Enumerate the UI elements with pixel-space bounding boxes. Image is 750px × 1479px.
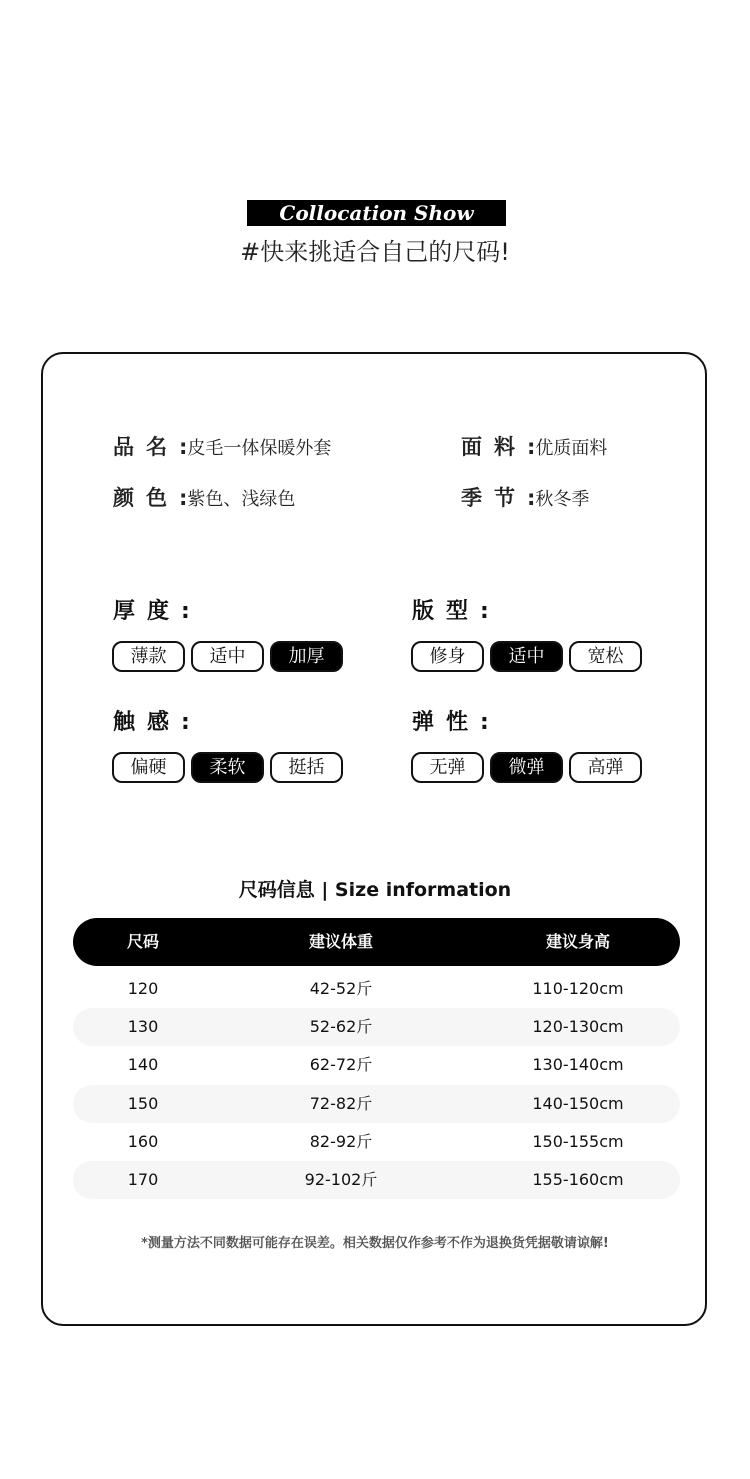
- season-key: 季节: [461, 486, 527, 510]
- size-cell: 150: [127, 1094, 159, 1113]
- header-size: 尺码: [126, 932, 159, 951]
- fit-title: 版型:: [412, 599, 489, 624]
- product-name-key: 品名: [113, 435, 179, 459]
- height-cell: 140-150cm: [532, 1094, 624, 1113]
- weight-cell: 82-92斤: [309, 1132, 373, 1151]
- table-row: [73, 1161, 680, 1199]
- elasticity-options: [411, 752, 642, 783]
- height-cell: 155-160cm: [532, 1170, 624, 1189]
- size-table-header: [73, 918, 680, 966]
- touch-option-soft: 柔软: [191, 752, 264, 783]
- product-name-info: 品名:皮毛一体保暖外套: [113, 435, 332, 459]
- touch-option-crisp: 挺括: [270, 752, 343, 783]
- weight-cell: 52-62斤: [309, 1017, 373, 1036]
- thickness-option-medium: 适中: [191, 641, 264, 672]
- product-name-value: 皮毛一体保暖外套: [187, 438, 332, 459]
- season-value: 秋冬季: [535, 489, 590, 510]
- size-cell: 160: [127, 1132, 159, 1151]
- weight-cell: 92-102斤: [304, 1170, 378, 1189]
- thickness-option-thick: 加厚: [270, 641, 343, 672]
- touch-option-hard: 偏硬: [112, 752, 185, 783]
- weight-cell: 62-72斤: [309, 1055, 373, 1074]
- elasticity-option-slight: 微弹: [490, 752, 563, 783]
- elasticity-option-none: 无弹: [411, 752, 484, 783]
- thickness-option-thin: 薄款: [112, 641, 185, 672]
- thickness-options: [112, 641, 343, 672]
- fabric-value: 优质面料: [535, 438, 608, 459]
- header-height: 建议身高: [545, 932, 610, 951]
- table-row: [73, 970, 680, 1008]
- height-cell: 120-130cm: [532, 1017, 624, 1036]
- table-row: [73, 1085, 680, 1123]
- height-cell: 110-120cm: [532, 979, 624, 998]
- season-info: 季节:秋冬季: [461, 486, 590, 510]
- size-table-title: 尺码信息 | Size information: [238, 879, 512, 901]
- size-cell: 140: [127, 1055, 159, 1074]
- fit-option-regular: 适中: [490, 641, 563, 672]
- elasticity-title: 弹性:: [412, 710, 489, 735]
- weight-cell: 72-82斤: [309, 1094, 373, 1113]
- elasticity-option-high: 高弹: [569, 752, 642, 783]
- size-cell: 130: [127, 1017, 159, 1036]
- color-value: 紫色、浅绿色: [187, 489, 296, 510]
- color-key: 颜色: [113, 486, 179, 510]
- thickness-title: 厚度:: [113, 599, 190, 624]
- size-cell: 170: [127, 1170, 159, 1189]
- height-cell: 150-155cm: [532, 1132, 624, 1151]
- fit-option-slim: 修身: [411, 641, 484, 672]
- touch-title: 触感:: [113, 710, 190, 735]
- fit-option-loose: 宽松: [569, 641, 642, 672]
- color-info: 颜色:紫色、浅绿色: [113, 486, 296, 510]
- size-cell: 120: [127, 979, 159, 998]
- fabric-info: 面料:优质面料: [461, 435, 608, 459]
- weight-cell: 42-52斤: [309, 979, 373, 998]
- measurement-disclaimer: *测量方法不同数据可能存在误差。相关数据仅作参考不作为退换货凭据敬请谅解!: [141, 1236, 609, 1251]
- height-cell: 130-140cm: [532, 1055, 624, 1074]
- table-row: [73, 1008, 680, 1046]
- table-row: [73, 1123, 680, 1161]
- fabric-key: 面料: [461, 435, 527, 459]
- table-row: [73, 1046, 680, 1084]
- fit-options: [411, 641, 642, 672]
- touch-options: [112, 752, 343, 783]
- subtitle: #快来挑适合自己的尺码!: [240, 238, 510, 266]
- header-weight: 建议体重: [308, 932, 373, 951]
- collocation-show-banner: Collocation Show: [247, 200, 506, 226]
